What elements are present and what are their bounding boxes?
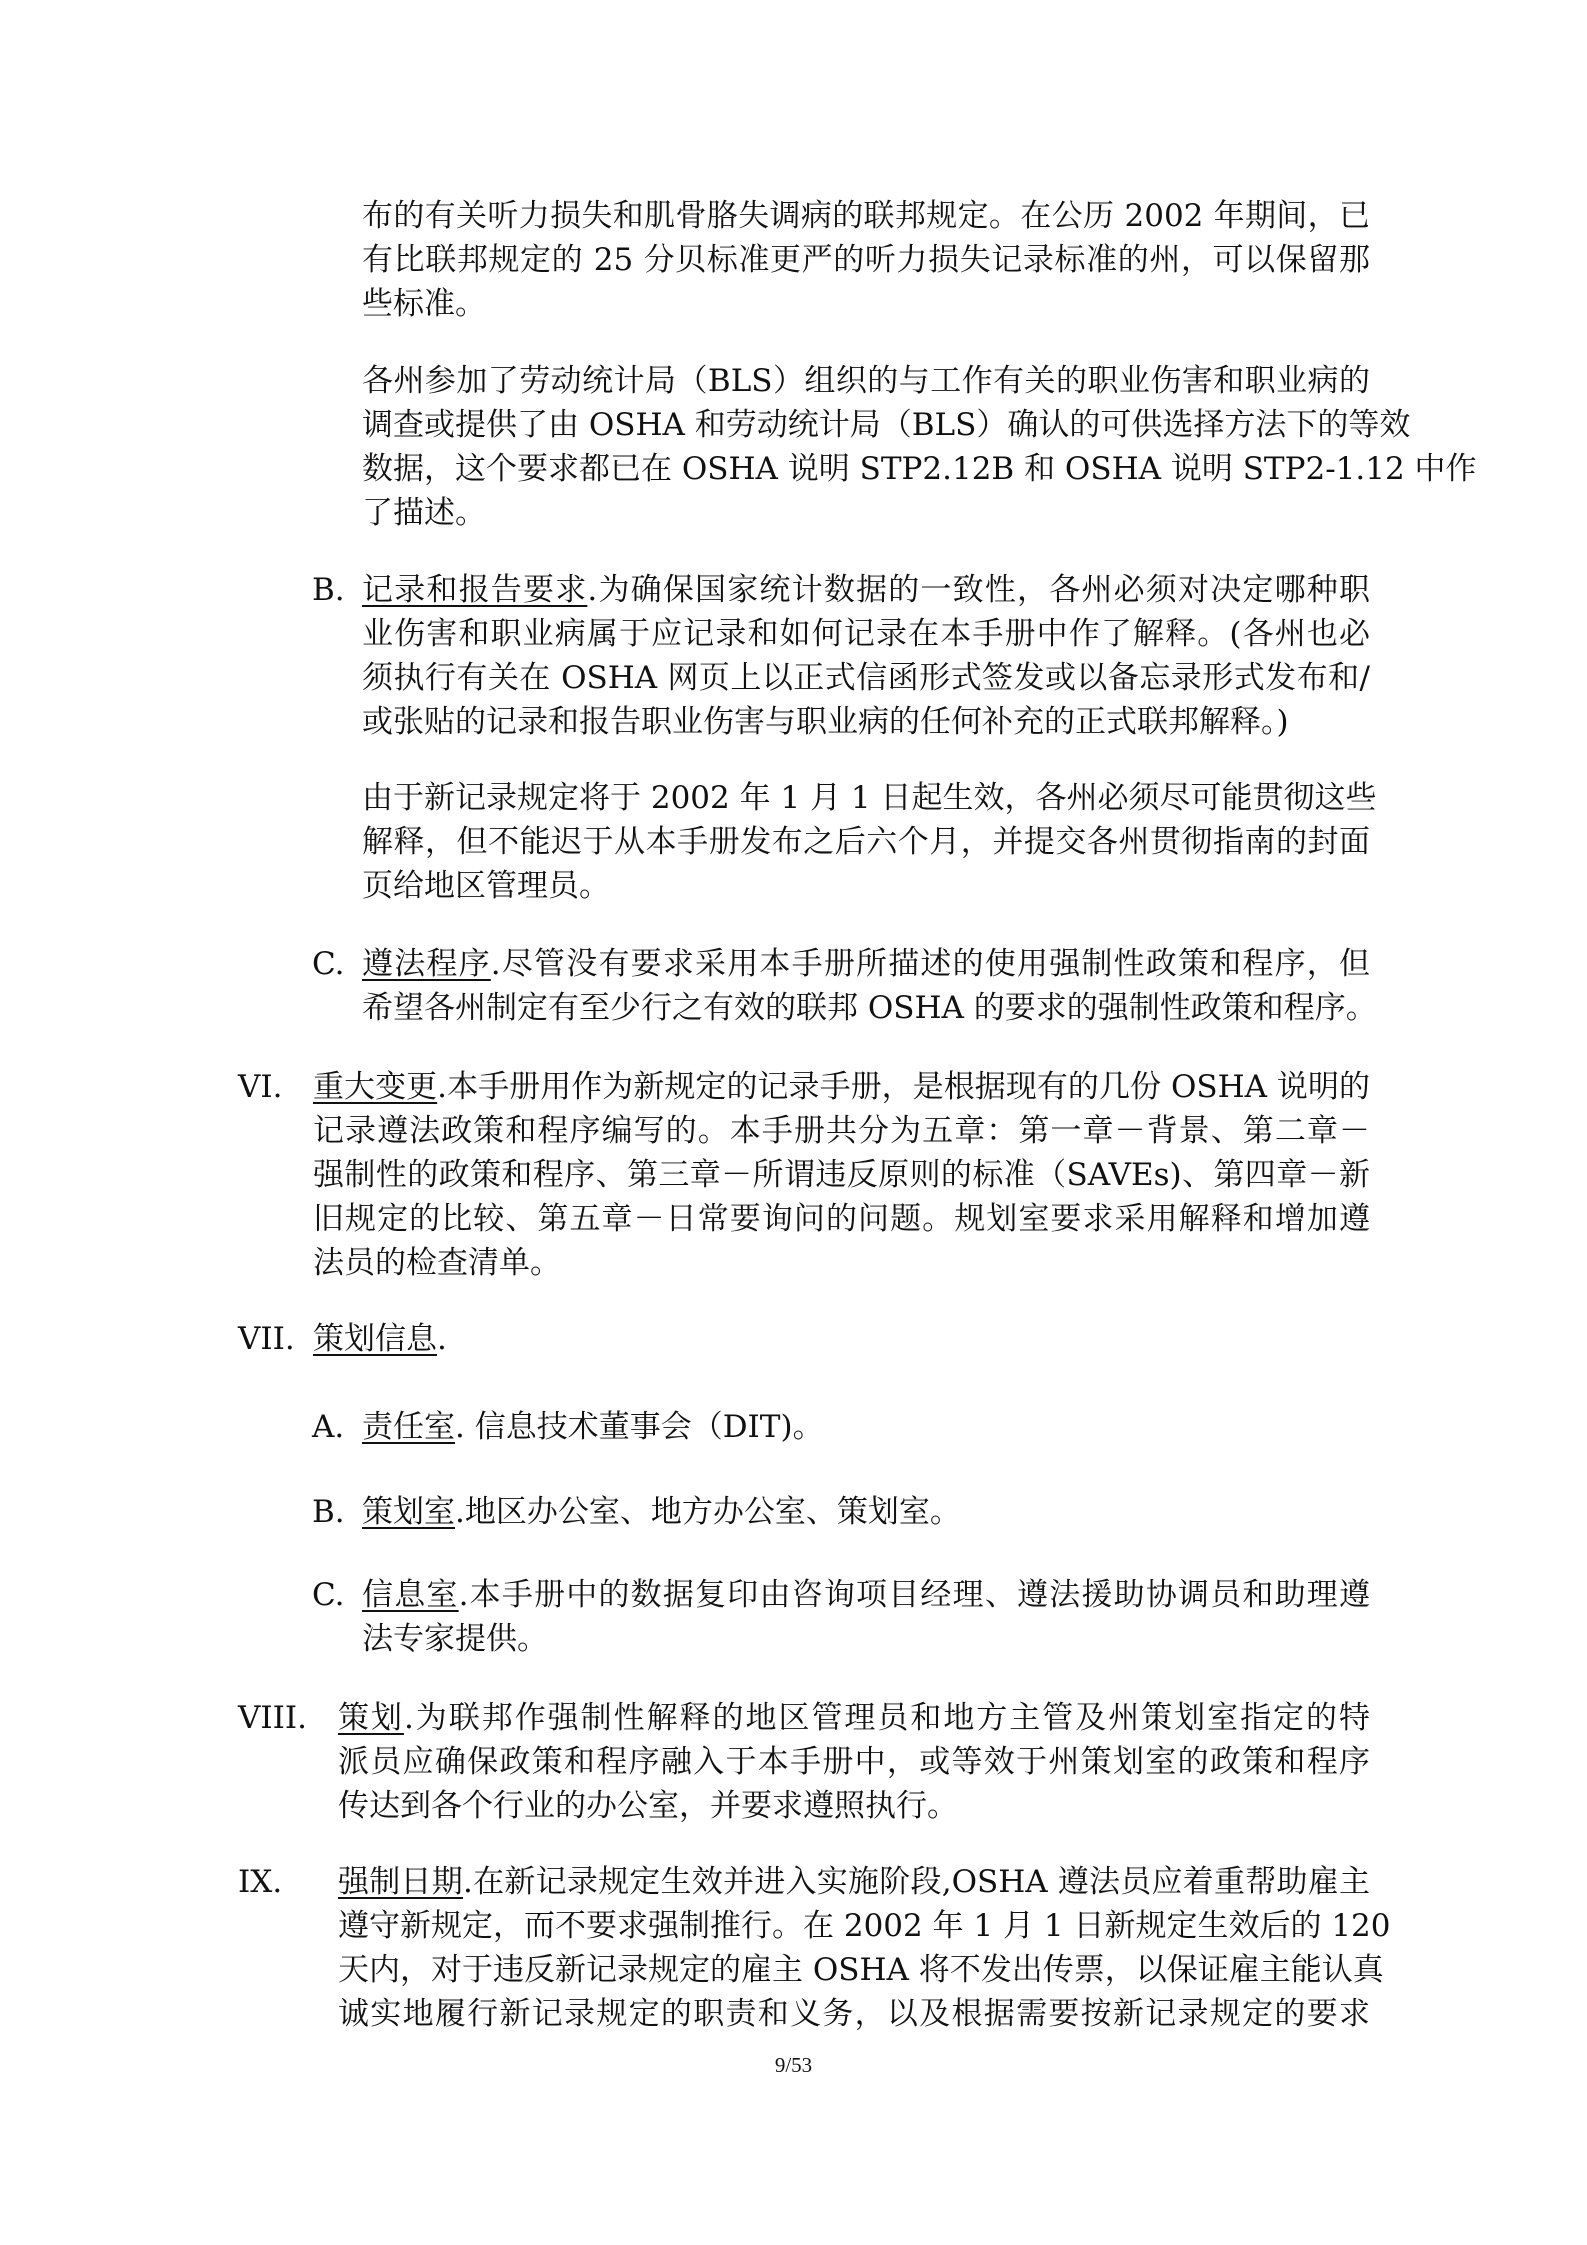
text-line: 强制性的政策和程序、第三章－所谓违反原则的标准（SAVEs)、第四章－新 [313,1157,1370,1193]
section-ix-enforcement-date [338,1860,1391,2036]
paragraph-bls-survey [362,359,1477,535]
section-heading: 策划信息 [313,1321,437,1357]
text-line: 记录遵法政策和程序编写的。本手册共分为五章：第一章－背景、第二章－ [313,1113,1370,1149]
text-line: 派员应确保政策和程序融入于本手册中，或等效于州策划室的政策和程序 [338,1744,1370,1780]
text-span: . 信息技术董事会（DIT)。 [455,1409,824,1445]
section-heading: 策划 [338,1700,404,1736]
page-number: 9/53 [774,2053,813,2077]
section-heading: 策划室 [362,1494,455,1530]
section-marker: C. [312,1577,345,1613]
text-span: .为确保国家统计数据的一致性，各州必须对决定哪种职 [587,572,1370,608]
text-span: . [437,1321,447,1357]
text-line: 诚实地履行新记录规定的职责和义务，以及根据需要按新记录规定的要求 [338,1996,1370,2032]
paragraph-hearing-loss [362,194,1370,326]
text-line: 希望各州制定有至少行之有效的联邦 OSHA 的要求的强制性政策和程序。 [362,990,1377,1026]
section-marker: C. [312,946,345,982]
text-line: 了描述。 [362,495,486,531]
section-marker: IX. [238,1864,283,1900]
text-line: 页给地区管理员。 [362,868,610,904]
paragraph-effective-date [362,776,1377,908]
section-heading: 强制日期 [338,1864,463,1900]
text-line: 法专家提供。 [362,1621,548,1657]
section-vii-b-planning-office [362,1490,961,1534]
section-marker: VII. [238,1321,295,1357]
section-heading: 记录和报告要求 [362,572,588,608]
text-line: 或张贴的记录和报告职业伤害与职业病的任何补充的正式联邦解释。) [362,704,1289,740]
text-line: 由于新记录规定将于 2002 年 1 月 1 日起生效，各州必须尽可能贯彻这些 [362,780,1377,816]
section-viii-planning [338,1696,1370,1828]
section-marker: VI. [238,1069,283,1105]
section-heading: 信息室 [362,1577,459,1613]
text-line: 天内，对于违反新记录规定的雇主 OSHA 将不发出传票，以保证雇主能认真 [338,1952,1384,1988]
text-line: 些标准。 [362,286,486,322]
text-line: 业伤害和职业病属于应记录和如何记录在本手册中作了解释。(各州也必 [362,616,1370,652]
text-line: 有比联邦规定的 25 分贝标准更严的听力损失记录标准的州，可以保留那 [362,242,1370,278]
text-span: .本手册中的数据复印由咨询项目经理、遵法援助协调员和助理遵 [458,1577,1371,1613]
section-vii-c-information-office [362,1573,1370,1661]
text-span: .为联邦作强制性解释的地区管理员和地方主管及州策划室指定的特 [403,1700,1371,1736]
section-vi-major-changes [313,1065,1370,1285]
text-line: 遵守新规定，而不要求强制推行。在 2002 年 1 月 1 日新规定生效后的 120 [338,1908,1391,1944]
section-heading: 重大变更 [313,1069,438,1105]
text-line: 调查或提供了由 OSHA 和劳动统计局（BLS）确认的可供选择方法下的等效 [362,407,1411,443]
text-line: 布的有关听力损失和肌骨胳失调病的联邦规定。在公历 2002 年期间，已 [362,198,1370,234]
text-line: 须执行有关在 OSHA 网页上以正式信函形式签发或以备忘录形式发布和/ [362,660,1370,696]
text-line: 解释，但不能迟于从本手册发布之后六个月，并提交各州贯彻指南的封面 [362,824,1370,860]
text-span: .本手册用作为新规定的记录手册，是根据现有的几份 OSHA 说明的 [437,1069,1370,1105]
text-span: .尽管没有要求采用本手册所描述的使用强制性政策和程序，但 [490,946,1370,982]
text-line: 旧规定的比较、第五章－日常要询问的问题。规划室要求采用解释和增加遵 [313,1201,1370,1237]
section-vii-a-responsible-office [362,1405,824,1449]
text-line: 法员的检查清单。 [313,1245,561,1281]
text-span: .地区办公室、地方办公室、策划室。 [455,1494,961,1530]
section-marker: A. [312,1409,345,1445]
section-heading: 遵法程序 [362,946,491,982]
text-line: 数据，这个要求都已在 OSHA 说明 STP2.12B 和 OSHA 说明 STP2-1.12 中作 [362,451,1477,487]
section-marker: B. [312,572,345,608]
text-line: 传达到各个行业的办公室，并要求遵照执行。 [338,1788,958,1824]
section-marker: VIII. [238,1700,307,1736]
section-marker: B. [312,1494,345,1530]
section-b-recording-requirements [362,568,1370,744]
section-vii-planning-info [313,1317,447,1361]
text-span: .在新记录规定生效并进入实施阶段,OSHA 遵法员应着重帮助雇主 [462,1864,1370,1900]
text-line: 各州参加了劳动统计局（BLS）组织的与工作有关的职业伤害和职业病的 [362,363,1370,399]
section-heading: 责任室 [362,1409,455,1445]
section-c-compliance-procedures [362,942,1377,1030]
